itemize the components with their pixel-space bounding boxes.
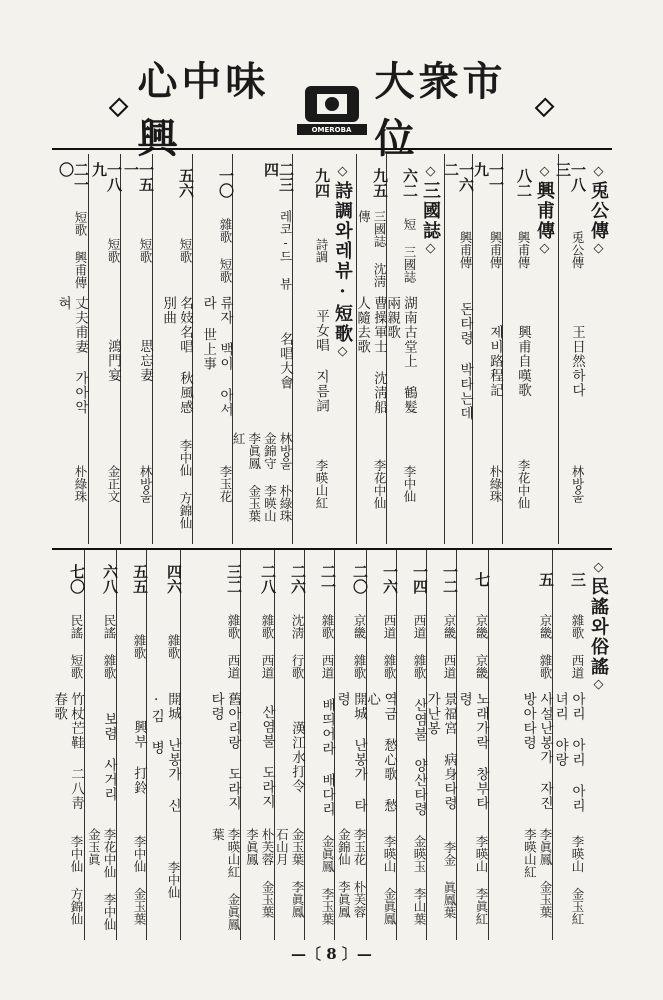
list-item: 一六二 興甫傳 돈타령 박타는데 [444,154,473,544]
list-item: 五五 雜歌 興부 打鈴 李中仙 金玉葉 [116,550,147,940]
list-item: 六二 短 三國誌 湖南古堂上 鶴髮兩親歌 李中仙 [386,154,417,544]
list-item: 一五一 短歌 思忘妻 林방울 [120,154,153,544]
list-item: 六八 民謠 雜歌 보렴 사거리 李花中仙 李中仙 金玉眞 [84,550,117,940]
list-item: 三二 雜歌 西道 舊아리랑 도라지타령 李暎山紅 金眞鳳葉 [180,550,241,940]
header-title-left: 心中味興 [137,58,270,162]
list-item: 九五 三國誌 沈淸傳 曹操軍士 沈淸船人隨去歌 李花中仙 [356,154,387,544]
list-item: 一六 西道 雜歌 역금 愁心歌 愁心 李暎山 金眞鳳 [366,550,397,940]
list-item: 八二 興甫傳 興甫自嘆歌 李花中仙 [502,154,531,544]
list-item: 五六 短歌 名妓名唱 秋風感別曲 李中仙 方錦仙 [152,154,193,544]
list-item: 一〇 雜歌 短歌 류자 백이 아서라 世上事 李玉花 [192,154,233,544]
list-item: 二八 雜歌 西道 산염불 도라지 朴芙蓉 金玉葉 李眞鳳 [240,550,275,940]
list-item: 九四 詩調 平女唱 지름詞 李暎山紅 [292,154,329,544]
list-item: 二六 沈淸 行歌 漢江水打令 金玉葉 李眞鳳 石山月 [274,550,305,940]
list-item: 七 京畿 京畿 노래가락 창부타령 李暎山 李眞紅 [456,550,489,940]
list-item: 一四 西道 雜歌 산염불 양산타령 金暎玉 李山葉 [396,550,427,940]
category-header: ◇ 三國誌 ◇ [416,154,444,544]
page-number: —〔 8 〕— [291,945,372,963]
diamond-icon [109,97,129,117]
record-label-logo: OMEROBA [297,78,367,136]
catalog-section-bottom [52,548,612,940]
list-item: 二三四 레코-드 뷰 名唱大會 林방울 朴綠珠 金錦守 李暎山 李眞鳳 金玉葉 紅 [232,154,293,544]
list-item: 一八三 兎公傳 王日然하다 林방울 [558,154,585,544]
category-header: ◇ 詩調와레뷰·短歌 ◇ [328,154,356,544]
category-header: ◇ 兎公傳 ◇ [584,154,612,544]
list-item: 二〇 京畿 雜歌 開城 난봉가 타령 李玉花 朴芙蓉 金錦仙 李眞鳳 [334,550,367,940]
catalog-section-top [52,154,612,544]
list-item: 七〇 民謠 短歌 竹杖芒鞋 二八靑春歌 李中仙 方錦仙 [51,564,86,925]
list-item: 二一 雜歌 西道 배띄어라 배다리 金眞鳳 李玉葉 [304,550,335,940]
page-header [100,58,563,162]
category-header: ◇ 民謠와俗謠 ◇ [584,550,612,940]
diamond-icon [534,97,554,117]
list-item: 四六 雜歌 開城 난봉가 신·김 병 李中仙 [146,550,181,940]
list-item: 一一九 興甫傳 제비路程記 朴綠珠 [472,154,503,544]
list-item: 一八九 短歌 鴻門宴 金正文 [88,154,121,544]
list-item: 一二 京畿 西道 景福宮 病身타령 가난봉 李金 眞鳳葉 [426,550,457,940]
catalog-sheet [52,148,612,940]
list-item: 三 雜歌 西道 아리 아리 아리 녀리 야랑 李暎山 金玉紅 [552,550,585,940]
header-title-right: 大衆市位 [374,58,507,162]
list-item: 五 京畿 雜歌 사설난봉가 자진방아타령 李眞鳳 金玉葉 李暎山紅 [488,550,553,940]
category-header: ◇ 興甫傳 ◇ [530,154,558,544]
list-item: 二一〇 短歌 興甫傳 丈夫甫妻 가아악 혀 朴綠珠 [55,162,90,503]
